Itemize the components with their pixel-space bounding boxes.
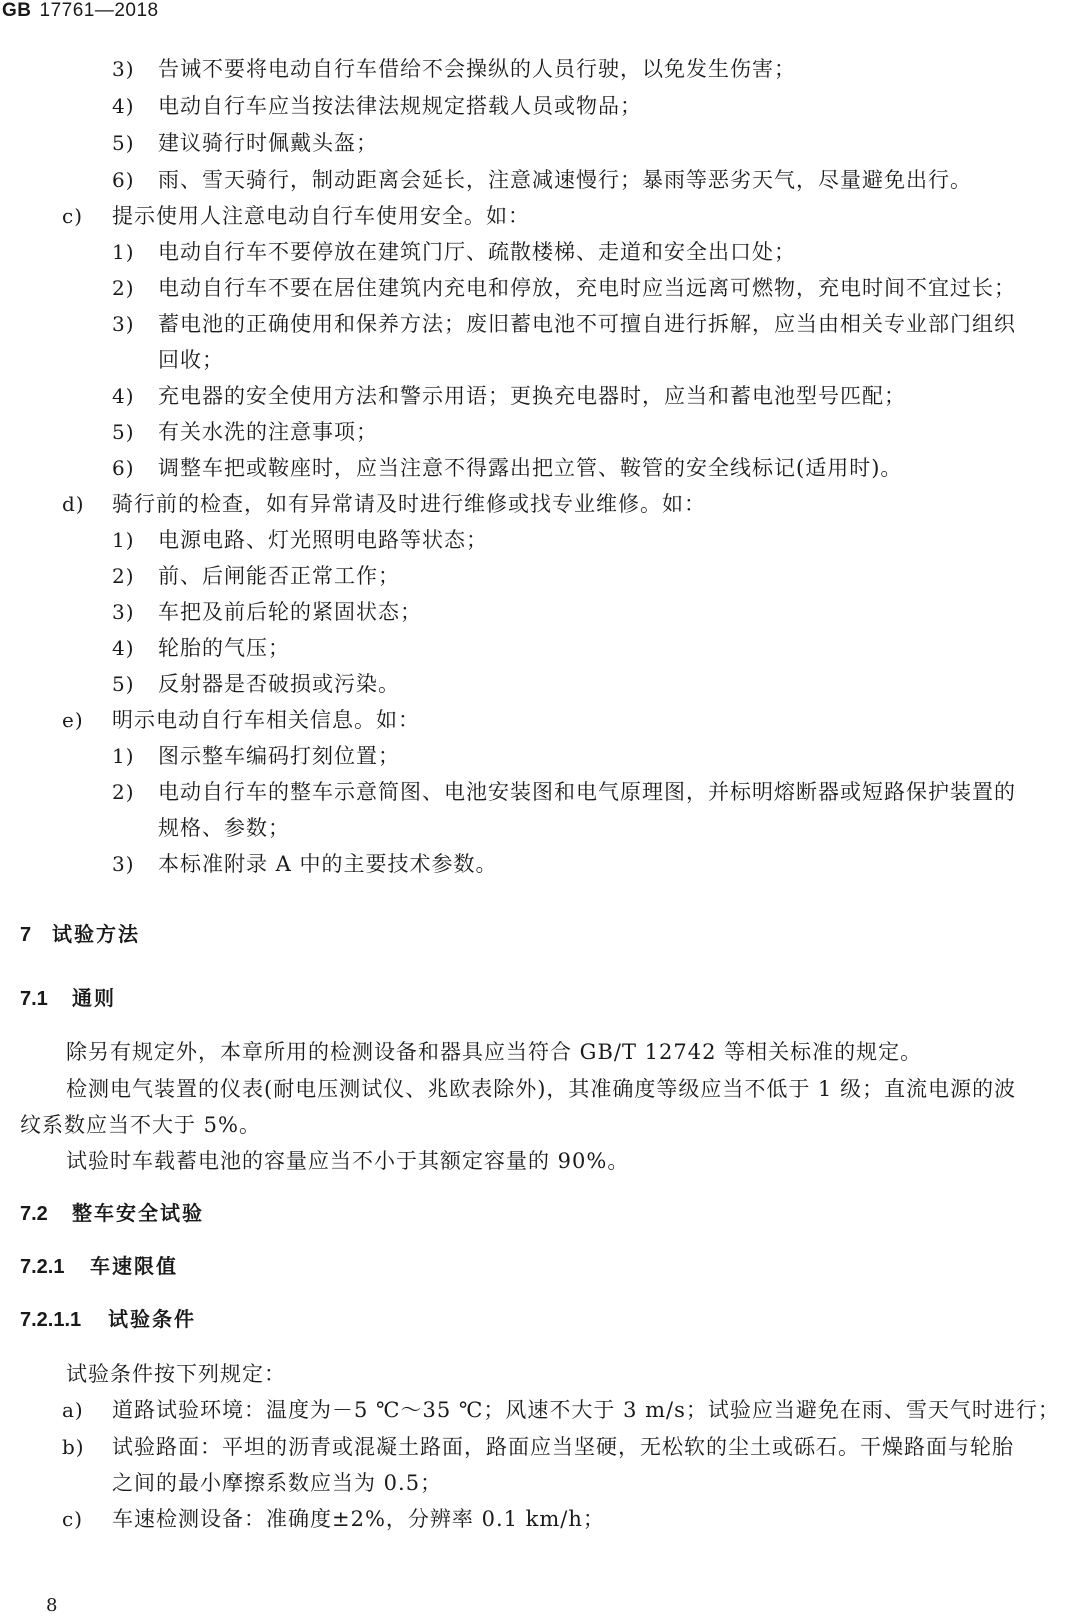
standard-prefix: GB <box>2 0 32 21</box>
standard-code <box>2 0 159 22</box>
standard-number: 17761—2018 <box>39 0 159 21</box>
page-number: 8 <box>46 1595 58 1616</box>
